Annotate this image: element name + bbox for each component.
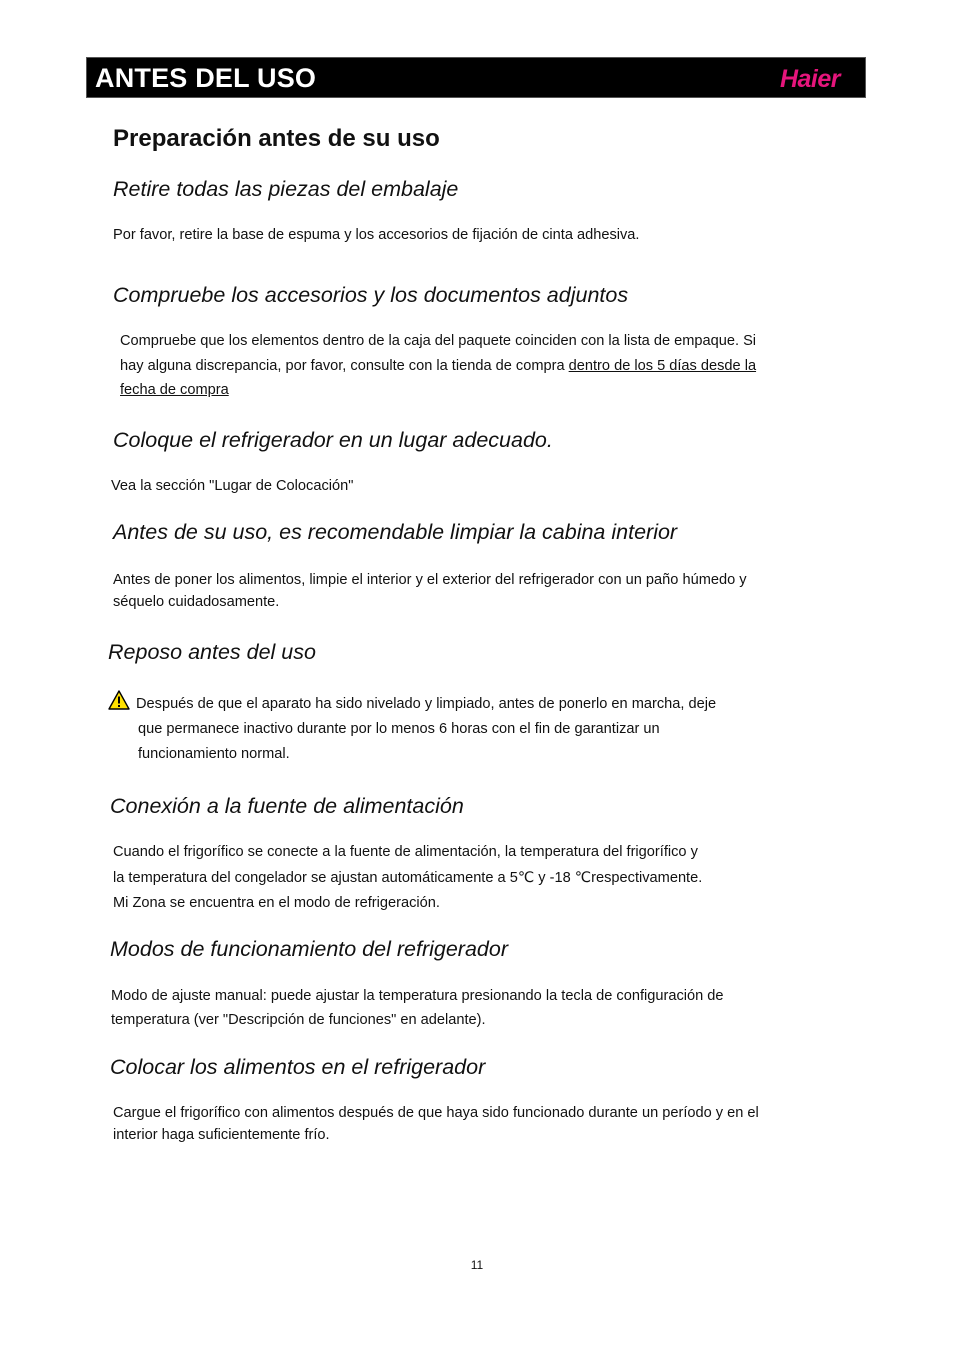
- text-modos-line1: Modo de ajuste manual: puede ajustar la temperatura presionando la tecla de configuración de: [111, 988, 724, 1004]
- text-limpiar-line1: Antes de poner los alimentos, limpie el interior y el exterior del refrigerador con un paño húmedo y: [113, 572, 747, 588]
- text-conexion-line1: Cuando el frigorífico se conecte a la fuente de alimentación, la temperatura del frigorífico y: [113, 844, 698, 860]
- heading-compruebe: Compruebe los accesorios y los documentos adjuntos: [113, 283, 629, 307]
- text-compruebe-underline-2: fecha de compra: [120, 382, 229, 398]
- text-conexion-line2: la temperatura del congelador se ajustan automáticamente a 5℃ y -18 ℃respectivamente.: [113, 870, 703, 886]
- page-number: 11: [470, 1258, 484, 1272]
- section-title: Preparación antes de su uso: [113, 125, 440, 152]
- text-retire: Por favor, retire la base de espuma y los accesorios de fijación de cinta adhesiva.: [113, 227, 640, 243]
- text-compruebe-line2: [120, 354, 756, 379]
- heading-coloque: Coloque el refrigerador en un lugar adecuado.: [113, 428, 553, 452]
- text-coloque: Vea la sección "Lugar de Colocación": [111, 478, 354, 494]
- heading-modos: Modos de funcionamiento del refrigerador: [110, 937, 508, 961]
- text-compruebe-underline: dentro de los 5 días desde la: [568, 358, 757, 374]
- text-reposo-line3: funcionamiento normal.: [138, 746, 290, 762]
- text-reposo-line1: Después de que el aparato ha sido nivelado y limpiado, antes de ponerlo en marcha, deje: [136, 696, 717, 712]
- header-title: ANTES DEL USO: [95, 63, 317, 93]
- text-conexion-line3: Mi Zona se encuentra en el modo de refrigeración.: [113, 895, 440, 911]
- text-colocar-line2: interior haga suficientemente frío.: [113, 1127, 330, 1143]
- heading-conexion: Conexión a la fuente de alimentación: [110, 794, 464, 818]
- header-bar: [86, 57, 866, 98]
- text-reposo-line2: que permanece inactivo durante por lo menos 6 horas con el fin de garantizar un: [138, 721, 660, 737]
- text-colocar-line1: Cargue el frigorífico con alimentos después de que haya sido funcionado durante un período y en el: [113, 1105, 759, 1121]
- text-limpiar-line2: séquelo cuidadosamente.: [113, 594, 280, 610]
- heading-limpiar: Antes de su uso, es recomendable limpiar la cabina interior: [113, 520, 678, 544]
- heading-colocar: Colocar los alimentos en el refrigerador: [110, 1055, 486, 1079]
- heading-retire: Retire todas las piezas del embalaje: [113, 177, 459, 201]
- heading-reposo: Reposo antes del uso: [108, 640, 316, 664]
- warning-icon: [108, 690, 130, 710]
- haier-logo: Haier: [779, 65, 840, 93]
- text-modos-line2: temperatura (ver "Descripción de funciones" en adelante).: [111, 1012, 486, 1028]
- text-compruebe-plain: hay alguna discrepancia, por favor, consulte con la tienda de compra: [120, 358, 569, 374]
- text-compruebe-line1: Compruebe que los elementos dentro de la caja del paquete coinciden con la lista de empaque. Si: [120, 333, 757, 349]
